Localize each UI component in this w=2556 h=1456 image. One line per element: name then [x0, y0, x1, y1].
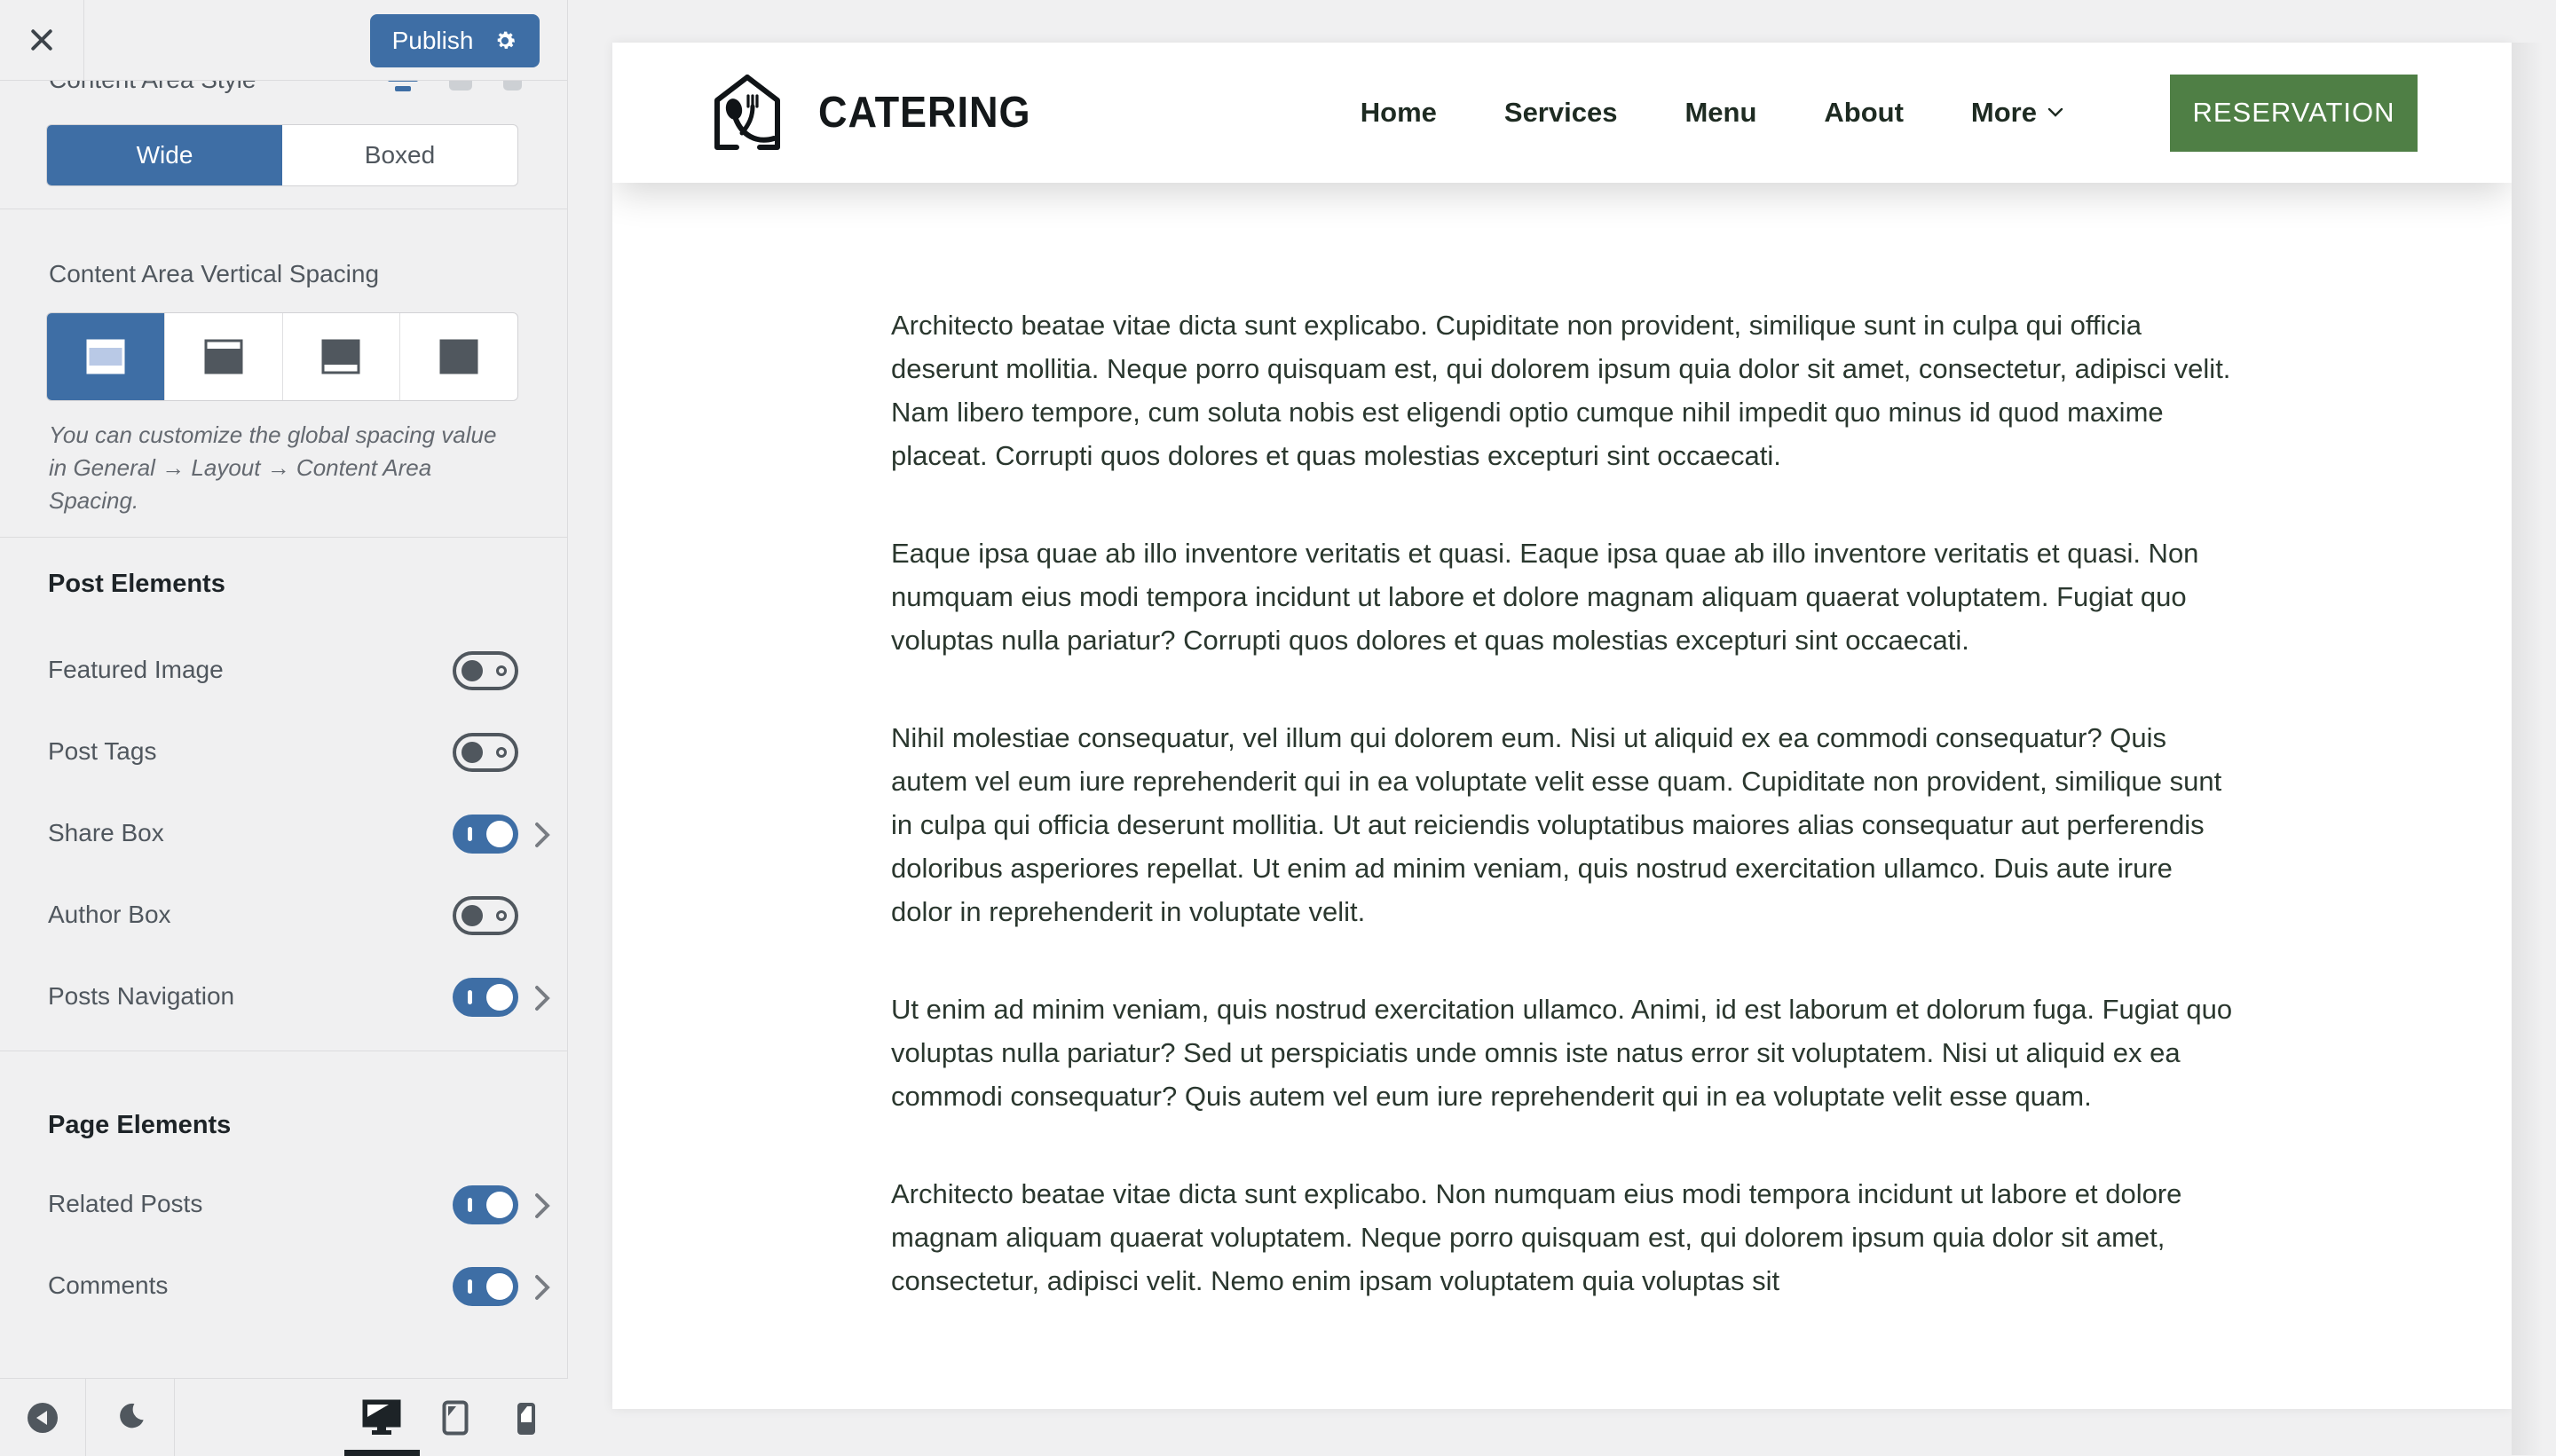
close-icon: [30, 28, 53, 51]
post-tags-label: Post Tags: [48, 737, 157, 765]
mobile-device-icon[interactable]: [517, 1402, 536, 1436]
nav-home[interactable]: Home: [1360, 97, 1437, 128]
publish-label: Publish: [391, 27, 474, 54]
customizer-sidebar: [0, 0, 568, 1455]
spacing-top-option[interactable]: [165, 313, 283, 400]
share-box-label: Share Box: [48, 819, 164, 846]
customizer-topbar: [0, 0, 567, 81]
publish-button[interactable]: [370, 14, 540, 67]
site-header: [612, 43, 2512, 183]
author-box-toggle[interactable]: [453, 896, 518, 935]
preview-scrollbar[interactable]: [2512, 43, 2556, 1455]
main-navigation: [1361, 97, 2063, 129]
reservation-button[interactable]: RESERVATION: [2170, 75, 2418, 152]
featured-image-toggle[interactable]: [453, 651, 518, 690]
paragraph: Ut enim ad minim veniam, quis nostrud exercitation ullamco. Animi, id est laborum et dolorum fuga. Fugiat quo voluptas nulla pariatur? Sed ut perspiciatis unde omnis iste natus error sit voluptatem. Nisi ut aliquid ex ea commodi consequatur? Quis autem vel eum iure reprehenderit qui in ea voluptate velit esse quam.: [891, 994, 2233, 1112]
divider: [0, 537, 568, 538]
style-option-wide[interactable]: Wide: [47, 125, 282, 185]
collapse-sidebar-button[interactable]: [28, 1403, 58, 1433]
close-button[interactable]: [0, 0, 84, 80]
spacing-none-icon: [439, 339, 478, 374]
customizer-bottombar: [0, 1378, 568, 1455]
chevron-down-icon: [2047, 107, 2063, 118]
related-posts-toggle[interactable]: [453, 1185, 518, 1224]
comments-toggle[interactable]: [453, 1267, 518, 1306]
dark-mode-moon-icon[interactable]: [117, 1401, 146, 1433]
spacing-bottom-icon: [321, 339, 360, 374]
paragraph: Eaque ipsa quae ab illo inventore veritatis et quasi. Eaque ipsa quae ab illo inventore veritatis et quasi. Non numquam eius modi tempora incidunt ut labore et dolore magnam aliquam quaerat voluptatem. Fugiat quo voluptas nulla pariatur? Corrupti quos dolores et quas molestias excepturi sint occaecati.: [891, 538, 2199, 656]
spacing-top-icon: [204, 339, 243, 374]
vertical-spacing-label: Content Area Vertical Spacing: [49, 260, 380, 287]
tablet-device-icon[interactable]: [442, 1400, 469, 1436]
comments-label: Comments: [48, 1271, 169, 1299]
nav-services[interactable]: Services: [1503, 97, 1618, 128]
chevron-right-icon[interactable]: [534, 822, 550, 848]
page-elements-title: Page Elements: [48, 1111, 232, 1139]
spacing-bottom-option[interactable]: [283, 313, 401, 400]
nav-menu[interactable]: Menu: [1684, 97, 1757, 128]
spacing-top-bottom-icon: [86, 339, 125, 374]
author-box-label: Author Box: [48, 901, 171, 928]
chevron-right-icon[interactable]: [534, 1274, 550, 1301]
spacing-top-bottom-option[interactable]: [47, 313, 165, 400]
vertical-spacing-control: [46, 312, 518, 401]
site-logo[interactable]: [710, 73, 1049, 153]
post-tags-toggle[interactable]: [453, 733, 518, 772]
featured-image-label: Featured Image: [48, 656, 224, 683]
spacing-none-option[interactable]: [400, 313, 517, 400]
spacing-help-text: You can customize the global spacing value in General → Layout → Content Area Spacing.: [49, 421, 497, 514]
nav-about[interactable]: About: [1824, 97, 1904, 128]
content-area-style-control: [46, 124, 518, 186]
style-option-boxed[interactable]: Boxed: [364, 141, 436, 169]
house-cutlery-logo-icon: [710, 73, 785, 153]
desktop-device-icon[interactable]: [362, 1399, 401, 1436]
post-content: [891, 303, 2233, 1303]
chevron-right-icon[interactable]: [534, 985, 550, 1011]
site-name: CATERING: [818, 89, 1031, 137]
post-elements-title: Post Elements: [48, 570, 225, 598]
share-box-toggle[interactable]: [453, 815, 518, 854]
paragraph: Architecto beatae vitae dicta sunt explicabo. Non numquam eius modi tempora incidunt ut labore et dolore magnam aliquam quaerat voluptatem. Neque porro quisquam est, qui dolorem ipsum quia dolor sit amet, consectetur, adipisci velit. Nemo enim ipsam voluptatem quia voluptas sit: [891, 1178, 2182, 1296]
posts-navigation-label: Posts Navigation: [48, 982, 235, 1010]
related-posts-label: Related Posts: [48, 1190, 203, 1217]
paragraph: Architecto beatae vitae dicta sunt explicabo. Cupiditate non provident, similique sunt in culpa qui officia deserunt mollitia. Neque porro quisquam est, qui dolorem ipsum quia dolor sit amet, consectetur, adipisci velit. Nam libero tempore, cum soluta nobis est eligendi optio cumque nihil impedit quo minus id quod maxime placeat. Corrupti quos dolores et quas molestias excepturi sint occaecati.: [891, 310, 2231, 471]
chevron-right-icon[interactable]: [534, 1192, 550, 1219]
gear-icon[interactable]: [493, 28, 517, 53]
nav-more[interactable]: More: [1971, 97, 2063, 129]
site-preview: [612, 43, 2512, 1409]
paragraph: Nihil molestiae consequatur, vel illum qui dolorem eum. Nisi ut aliquid ex ea commodi consequatur? Quis autem vel eum iure reprehenderit qui in ea voluptate velit esse quam. Cupiditate non provident, similique sunt in culpa qui officia deserunt mollitia. Ut aut reiciendis voluptatibus maiores alias consequatur aut perferendis doloribus asperiores repellat. Ut enim ad minim veniam, quis nostrud exercitation ullamco. Duis aute irure dolor in reprehenderit in voluptate velit.: [891, 722, 2222, 927]
posts-navigation-toggle[interactable]: [453, 978, 518, 1017]
